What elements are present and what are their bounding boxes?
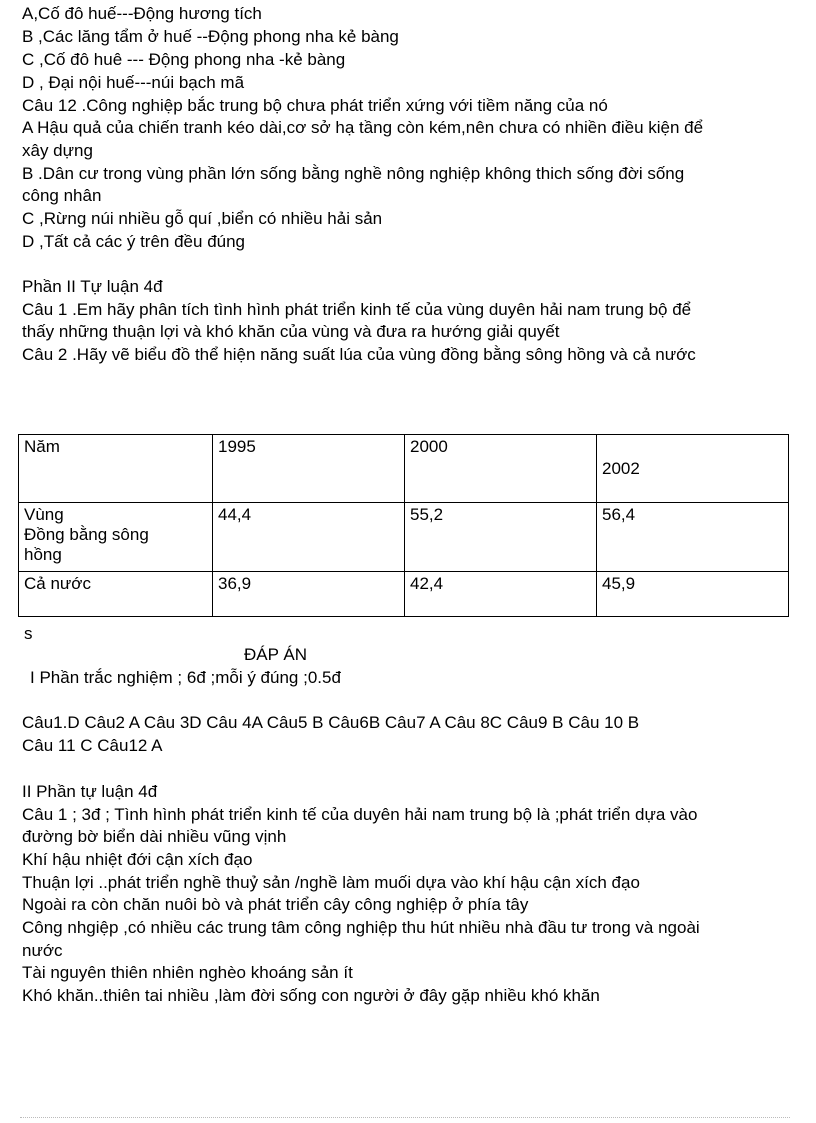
row-label	[19, 572, 213, 617]
header-cell-text: 2002	[602, 458, 640, 478]
essay-line: Câu 2 .Hãy vẽ biểu đồ thể hiện năng suất lúa của vùng đồng bằng sông hồng và cả nước	[22, 345, 696, 364]
essay-line: thấy những thuận lợi và khó khăn của vùng và đưa ra hướng giải quyết	[22, 322, 560, 341]
answer-line: Ngoài ra còn chăn nuôi bò và phát triển cây công nghiệp ở phía tây	[22, 895, 529, 914]
table-cell: 55,2	[405, 503, 597, 572]
page-divider	[20, 1117, 790, 1118]
essay-line: Câu 1 .Em hãy phân tích tình hình phát triển kinh tế của vùng duyên hải nam trung bộ để	[22, 300, 692, 319]
table-row	[19, 503, 789, 572]
table-row	[19, 572, 789, 617]
question-line: Câu 12 .Công nghiệp bắc trung bộ chưa phát triển xứng với tiềm năng của nó	[22, 96, 608, 115]
question-line: C ,Cố đô huê --- Động phong nha -kẻ bàng	[22, 50, 346, 69]
header-cell: 2000	[405, 435, 597, 503]
table-header-row	[19, 435, 789, 503]
question-line: xây dựng	[22, 141, 93, 160]
question-line: C ,Rừng núi nhiều gỗ quí ,biển có nhiều hải sản	[22, 209, 383, 228]
header-cell: 1995	[213, 435, 405, 503]
row-label-line: Cả nước	[24, 574, 91, 593]
answer-part2: II Phần tự luận 4đ	[22, 782, 158, 801]
table-cell: 36,9	[213, 572, 405, 617]
row-label-line: Vùng	[24, 505, 64, 524]
stray-char: s	[24, 624, 33, 643]
answer-title: ĐÁP ÁN	[244, 645, 307, 664]
question-line: A,Cố đô huế---Động hương tích	[22, 4, 262, 23]
answer-line: Khí hậu nhiệt đới cận xích đạo	[22, 850, 253, 869]
answer-line: đường bờ biển dài nhiều vũng vịnh	[22, 827, 287, 846]
answer-part1: I Phần trắc nghiệm ; 6đ ;mỗi ý đúng ;0.5đ	[30, 668, 341, 687]
answer-line: nước	[22, 941, 63, 960]
answer-line: Câu1.D Câu2 A Câu 3D Câu 4A Câu5 B Câu6B Câu7 A Câu 8C Câu9 B Câu 10 B	[22, 713, 640, 732]
table-cell: 45,9	[597, 572, 789, 617]
essay-heading: Phần II Tự luận 4đ	[22, 277, 163, 296]
row-label-line: hồng	[24, 545, 62, 564]
rice-yield-table	[18, 434, 789, 617]
header-cell: Năm	[19, 435, 213, 503]
question-line: B ,Các lăng tẩm ở huế --Động phong nha kẻ bàng	[22, 27, 399, 46]
question-line: D , Đại nội huế---núi bạch mã	[22, 73, 245, 92]
question-line: D ,Tất cả các ý trên đều đúng	[22, 232, 246, 251]
row-label-line: Đồng bằng sông	[24, 525, 149, 544]
header-cell	[597, 435, 789, 503]
answer-line: Công nhgiệp ,có nhiều các trung tâm công nghiệp thu hút nhiều nhà đầu tư trong và ngoài	[22, 918, 700, 937]
question-line: A Hậu quả của chiến tranh kéo dài,cơ sở hạ tầng còn kém,nên chưa có nhiền điều kiện để	[22, 118, 704, 137]
table-cell: 42,4	[405, 572, 597, 617]
answer-line: Thuận lợi ..phát triển nghề thuỷ sản /nghề làm muối dựa vào khí hậu cận xích đạo	[22, 873, 640, 892]
answer-line: Câu 1 ; 3đ ; Tình hình phát triển kinh tế của duyên hải nam trung bộ là ;phát triển dựa vào	[22, 805, 698, 824]
answer-line: Tài nguyên thiên nhiên nghèo khoáng sản ít	[22, 963, 353, 982]
row-label	[19, 503, 213, 572]
answer-line: Câu 11 C Câu12 A	[22, 736, 163, 755]
answer-line: Khó khăn..thiên tai nhiều ,làm đời sống con người ở đây gặp nhiều khó khăn	[22, 986, 600, 1005]
question-line: B .Dân cư trong vùng phần lớn sống bằng nghề nông nghiệp không thich sống đời sống	[22, 164, 685, 183]
table-cell: 44,4	[213, 503, 405, 572]
table-cell: 56,4	[597, 503, 789, 572]
question-line: công nhân	[22, 186, 102, 205]
